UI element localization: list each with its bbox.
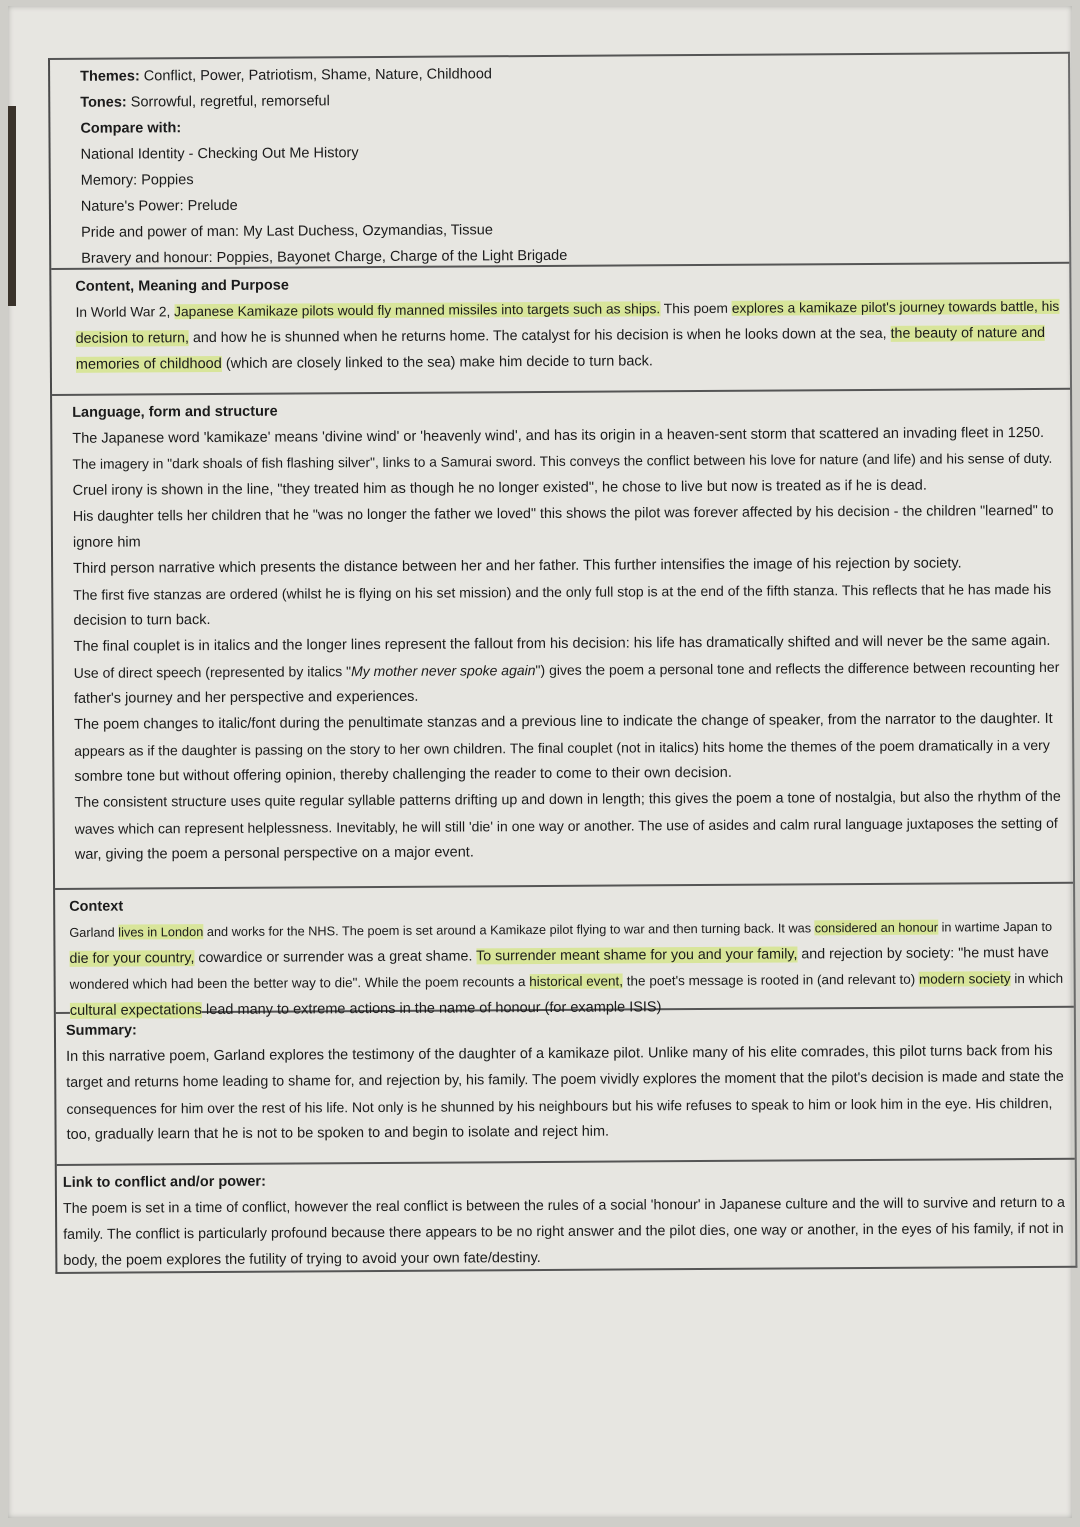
highlight-run: the beauty of nature and bbox=[890, 324, 1046, 342]
link-line: body, the poem explores the futility of trying to avoid your own fate/destiny. bbox=[63, 1250, 541, 1269]
language-line: The first five stanzas are ordered (whilst he is flying on his set mission) and the only full stop is at the end of the fifth stanza. This reflects that he has made his bbox=[73, 580, 1052, 603]
highlight-run: considered an honour bbox=[814, 919, 939, 936]
highlight-run: explores a kamikaze pilot's journey towards battle, his bbox=[731, 298, 1060, 316]
text-run: wondered which had been the better way to die". While the poem recounts a bbox=[69, 974, 530, 992]
summary-line: target and returns home leading to shame for, and rejection by, his family. The poem vividly explores the moment that the pilot's decision is made and state the bbox=[66, 1068, 1064, 1091]
compare-item: Bravery and honour: Poppies, Bayonet Charge, Charge of the Light Brigade bbox=[81, 247, 568, 267]
language-line: ignore him bbox=[72, 534, 141, 551]
text-run: (which are closely linked to the sea) make him decide to turn back. bbox=[221, 353, 653, 372]
language-section bbox=[52, 390, 1073, 890]
compare-item: Memory: Poppies bbox=[80, 172, 194, 189]
highlight-run: modern society bbox=[918, 971, 1011, 987]
summary-line: too, gradually learn that he is not to be spoken to and begin to isolate and reject him. bbox=[66, 1123, 610, 1143]
italic-quote: My mother never spoke again bbox=[351, 662, 536, 680]
paper-page bbox=[8, 6, 1072, 1518]
compare-item: Pride and power of man: My Last Duchess, Ozymandias, Tissue bbox=[81, 222, 493, 241]
language-line: appears as if the daughter is passing on the story to her own children. The final couplet (not in italics) hits home the themes of the poem dramatically in a very bbox=[74, 736, 1050, 759]
context-section bbox=[55, 884, 1074, 1019]
text-run: Use of direct speech (represented by italics " bbox=[73, 663, 352, 681]
text-run: in which bbox=[1010, 970, 1064, 987]
language-line: The consistent structure uses quite regular syllable patterns drifting up and down in length; this gives the poem a tone of nostalgia, but also the rhythm of the bbox=[74, 788, 1061, 811]
context-heading: Context bbox=[69, 898, 124, 915]
themes-value: Conflict, Power, Patriotism, Shame, Nature, Childhood bbox=[143, 66, 492, 85]
text-run: In World War 2, bbox=[75, 304, 175, 320]
language-line: Cruel irony is shown in the line, "they treated him as though he no longer existed", he chose to live but now is treated as if he is dead. bbox=[72, 477, 927, 499]
link-heading: Link to conflict and/or power: bbox=[62, 1173, 266, 1191]
language-line: The poem changes to italic/font during the penultimate stanzas and a previous line to indicate the change of speaker, from the narrator to the daughter. It bbox=[74, 710, 1053, 733]
text-run: and works for the NHS. The poem is set around a Kamikaze pilot flying to war and then turning back. It was bbox=[203, 920, 815, 940]
language-heading: Language, form and structure bbox=[72, 403, 278, 421]
language-line: war, giving the poem a personal perspective on a major event. bbox=[74, 844, 474, 863]
link-line: The poem is set in a time of conflict, however the real conflict is between the rules of a social 'honour' in Japanese culture and the will to survive and return to a bbox=[62, 1194, 1065, 1217]
binder-edge bbox=[8, 106, 16, 306]
themes-section bbox=[50, 54, 1069, 270]
summary-section bbox=[56, 1008, 1075, 1166]
text-run: Garland bbox=[69, 924, 119, 940]
language-line: father's journey and her perspective and experiences. bbox=[73, 688, 419, 707]
highlight-run: lives in London bbox=[118, 924, 204, 940]
text-run: in wartime Japan to bbox=[937, 918, 1053, 935]
notes-table bbox=[48, 52, 1077, 1274]
text-run: and how he is shunned when he returns home. The catalyst for his decision is when he looks down at the sea, bbox=[188, 325, 891, 347]
language-line: The Japanese word 'kamikaze' means 'divine wind' or 'heavenly wind', and has its origin in a heaven-sent storm that scattered an invading fleet in 1250. bbox=[72, 424, 1045, 447]
compare-item: Nature's Power: Prelude bbox=[80, 197, 238, 215]
language-line: His daughter tells her children that he "was no longer the father we loved" this shows the pilot was forever affected by his decision - the children "learned" to bbox=[72, 502, 1054, 525]
text-run: This poem bbox=[660, 300, 732, 317]
highlight-run: die for your country, bbox=[69, 950, 195, 967]
compare-label: Compare with: bbox=[80, 120, 182, 137]
text-run: lead many to extreme actions in the name of honour (for example ISIS) bbox=[201, 999, 662, 1019]
link-section bbox=[57, 1160, 1076, 1272]
highlight-run: To surrender meant shame for you and your family, bbox=[476, 946, 798, 965]
highlight-run: historical event, bbox=[529, 973, 624, 990]
highlight-run: Japanese Kamikaze pilots would fly manned missiles into targets such as ships. bbox=[174, 301, 661, 320]
content-heading: Content, Meaning and Purpose bbox=[75, 277, 289, 295]
tones-label: Tones: bbox=[80, 94, 127, 111]
highlight-run: memories of childhood bbox=[75, 355, 222, 373]
link-line: family. The conflict is particularly profound because there appears to be no right answer and the pilot dies, one way or another, in the eyes of his family, if not in bbox=[63, 1220, 1064, 1243]
summary-line: In this narrative poem, Garland explores the testimony of the daughter of a kamikaze pilot. Unlike many of his elite comrades, this pilot turns back from his bbox=[66, 1042, 1053, 1065]
tones-value: Sorrowful, regretful, remorseful bbox=[130, 93, 330, 111]
text-run: and rejection by society: "he must have bbox=[797, 944, 1049, 963]
text-run: cowardice or surrender was a great shame. bbox=[194, 948, 477, 967]
language-line: waves which can represent helplessness. Inevitably, he will still 'die' in one way or another. The use of asides and calm rural language juxtaposes the setting of bbox=[74, 814, 1058, 837]
highlight-run: decision to return, bbox=[75, 330, 190, 347]
language-line: decision to turn back. bbox=[73, 612, 211, 629]
summary-line: consequences for him over the rest of his life. Not only is he shunned by his neighbours but his wife refuses to speak to him or look him in the eye. His children, bbox=[66, 1094, 1053, 1117]
language-line: The final couplet is in italics and the longer lines represent the fallout from his decision: his life has dramatically shifted and will never be the same again. bbox=[73, 632, 1051, 655]
language-line: sombre tone but without offering opinion, thereby challenging the reader to come to their own decision. bbox=[74, 764, 732, 785]
text-run: the poet's message is rooted in (and relevant to) bbox=[622, 971, 920, 989]
text-run: ") gives the poem a personal tone and reflects the difference between recounting her bbox=[535, 658, 1060, 679]
summary-heading: Summary: bbox=[65, 1022, 137, 1039]
language-line: Third person narrative which presents the distance between her and her father. This further intensifies the image of his rejection by society. bbox=[73, 555, 962, 577]
highlight-run: cultural expectations bbox=[69, 1002, 203, 1019]
language-line: The imagery in "dark shoals of fish flashing silver", links to a Samurai sword. This conveys the conflict between his love for nature (and life) and his sense of duty. bbox=[72, 450, 1053, 472]
content-section bbox=[51, 264, 1070, 396]
compare-item: National Identity - Checking Out Me History bbox=[80, 145, 359, 163]
themes-label: Themes: bbox=[80, 68, 140, 85]
content-line bbox=[76, 346, 1060, 378]
